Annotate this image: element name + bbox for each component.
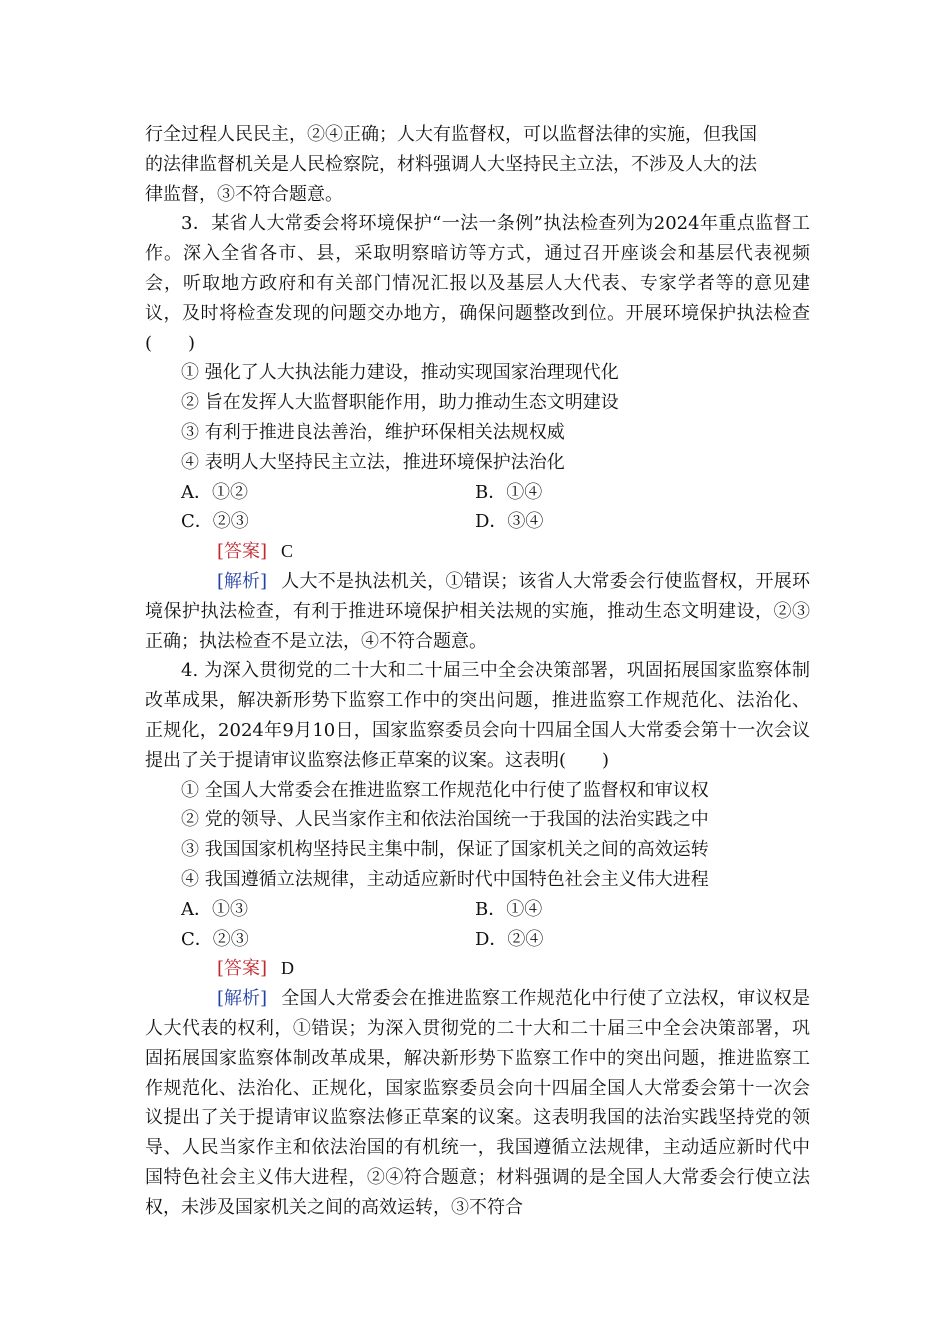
q4-analysis	[145, 984, 810, 1222]
q3-choice-d: D．③④	[475, 511, 544, 533]
q4-option-4: ④ 我国遵循立法规律，主动适应新时代中国特色社会主义伟大进程	[181, 868, 709, 890]
q4-answer	[145, 954, 810, 984]
q3-choice-a: A．①②	[181, 481, 248, 503]
q4-answer-value: D	[281, 958, 295, 979]
q4-choice-d: D．②④	[475, 928, 544, 950]
q4-choice-a: A．①③	[181, 898, 248, 920]
q4-choices-row-2	[145, 925, 810, 955]
q4-option-3: ③ 我国国家机构坚持民主集中制，保证了国家机关之间的高效运转	[181, 839, 709, 861]
intro-paragraph	[145, 120, 810, 209]
q3-answer-value: C	[281, 541, 294, 562]
q3-choice-b: B．①④	[475, 481, 543, 503]
q3-choice-c: C．②③	[181, 511, 249, 533]
q3-analysis	[145, 567, 810, 656]
q4-option-1: ① 全国人大常委会在推进监察工作规范化中行使了监督权和审议权	[181, 779, 709, 801]
q4-choices-row-1	[145, 895, 810, 925]
q3-analysis-tag: [解析]	[217, 570, 268, 592]
q4-answer-tag: [答案]	[217, 958, 268, 980]
q4-stem: 4. 为深入贯彻党的二十大和二十届三中全会决策部署，巩固拓展国家监察体制改革成果，解决新形势下监察工作中的突出问题，推进监察工作规范化、法治化、正规化，2024年9月10日，国家监察委员会向十四届全国人大常委会第十一次会议提出了关于提请审议监察法修正草案的议案。这表明( )	[145, 660, 810, 771]
q4-option-2: ② 党的领导、人民当家作主和依法治国统一于我国的法治实践之中	[181, 809, 709, 831]
q4-choice-c: C．②③	[181, 928, 249, 950]
q4-choice-b: B．①④	[475, 898, 543, 920]
q3-option-1: ① 强化了人大执法能力建设，推动实现国家治理现代化	[181, 362, 619, 384]
q3-answer-tag: [答案]	[217, 541, 268, 563]
q3-choices-row-1	[145, 478, 810, 508]
intro-line-2: 的法律监督机关是人民检察院，材料强调人大坚持民主立法，不涉及人大的法	[145, 153, 757, 175]
intro-line-3: 律监督，③不符合题意。	[145, 183, 343, 205]
q4-analysis-text: 全国人大常委会在推进监察工作规范化中行使了立法权，审议权是人大代表的权利，①错误；为深入贯彻党的二十大和二十届三中全会决策部署，巩固拓展国家监察体制改革成果，解决新形势下监察工作中的突出问题，推进监察工作规范化、法治化、正规化，国家监察委员会向十四届全国人大常委会第十一次会议提出了关于提请审议监察法修正草案的议案。这表明我国的法治实践坚持党的领导、人民当家作主和依法治国的有机统一，我国遵循立法规律，主动适应新时代中国特色社会主义伟大进程，②④符合题意；材料强调的是全国人大常委会行使立法权，未涉及国家机关之间的高效运转，③不符合	[145, 988, 810, 1218]
q3-stem: 3．某省人大常委会将环境保护“一法一条例”执法检查列为2024年重点监督工作。深入全省各市、县，采取明察暗访等方式，通过召开座谈会和基层代表视频会，听取地方政府和有关部门情况汇报以及基层人大代表、专家学者等的意见建议，及时将检查发现的问题交办地方，确保问题整改到位。开展环境保护执法检查( )	[145, 213, 810, 354]
q3-choices-row-2	[145, 507, 810, 537]
q4-analysis-tag: [解析]	[217, 988, 268, 1010]
q3-option-2: ② 旨在发挥人大监督职能作用，助力推动生态文明建设	[181, 392, 619, 414]
document-page	[145, 120, 810, 1222]
q3-analysis-text: 人大不是执法机关，①错误；该省人大常委会行使监督权，开展环境保护执法检查，有利于推进环境保护相关法规的实施，推动生态文明建设，②③正确；执法检查不是立法，④不符合题意。	[145, 570, 810, 652]
q3-option-4: ④ 表明人大坚持民主立法，推进环境保护法治化	[181, 451, 565, 473]
intro-line-1: 行全过程人民民主，②④正确；人大有监督权，可以监督法律的实施，但我国	[145, 124, 757, 145]
q3-option-3: ③ 有利于推进良法善治，维护环保相关法规权威	[181, 421, 565, 443]
q3-answer	[145, 537, 810, 567]
